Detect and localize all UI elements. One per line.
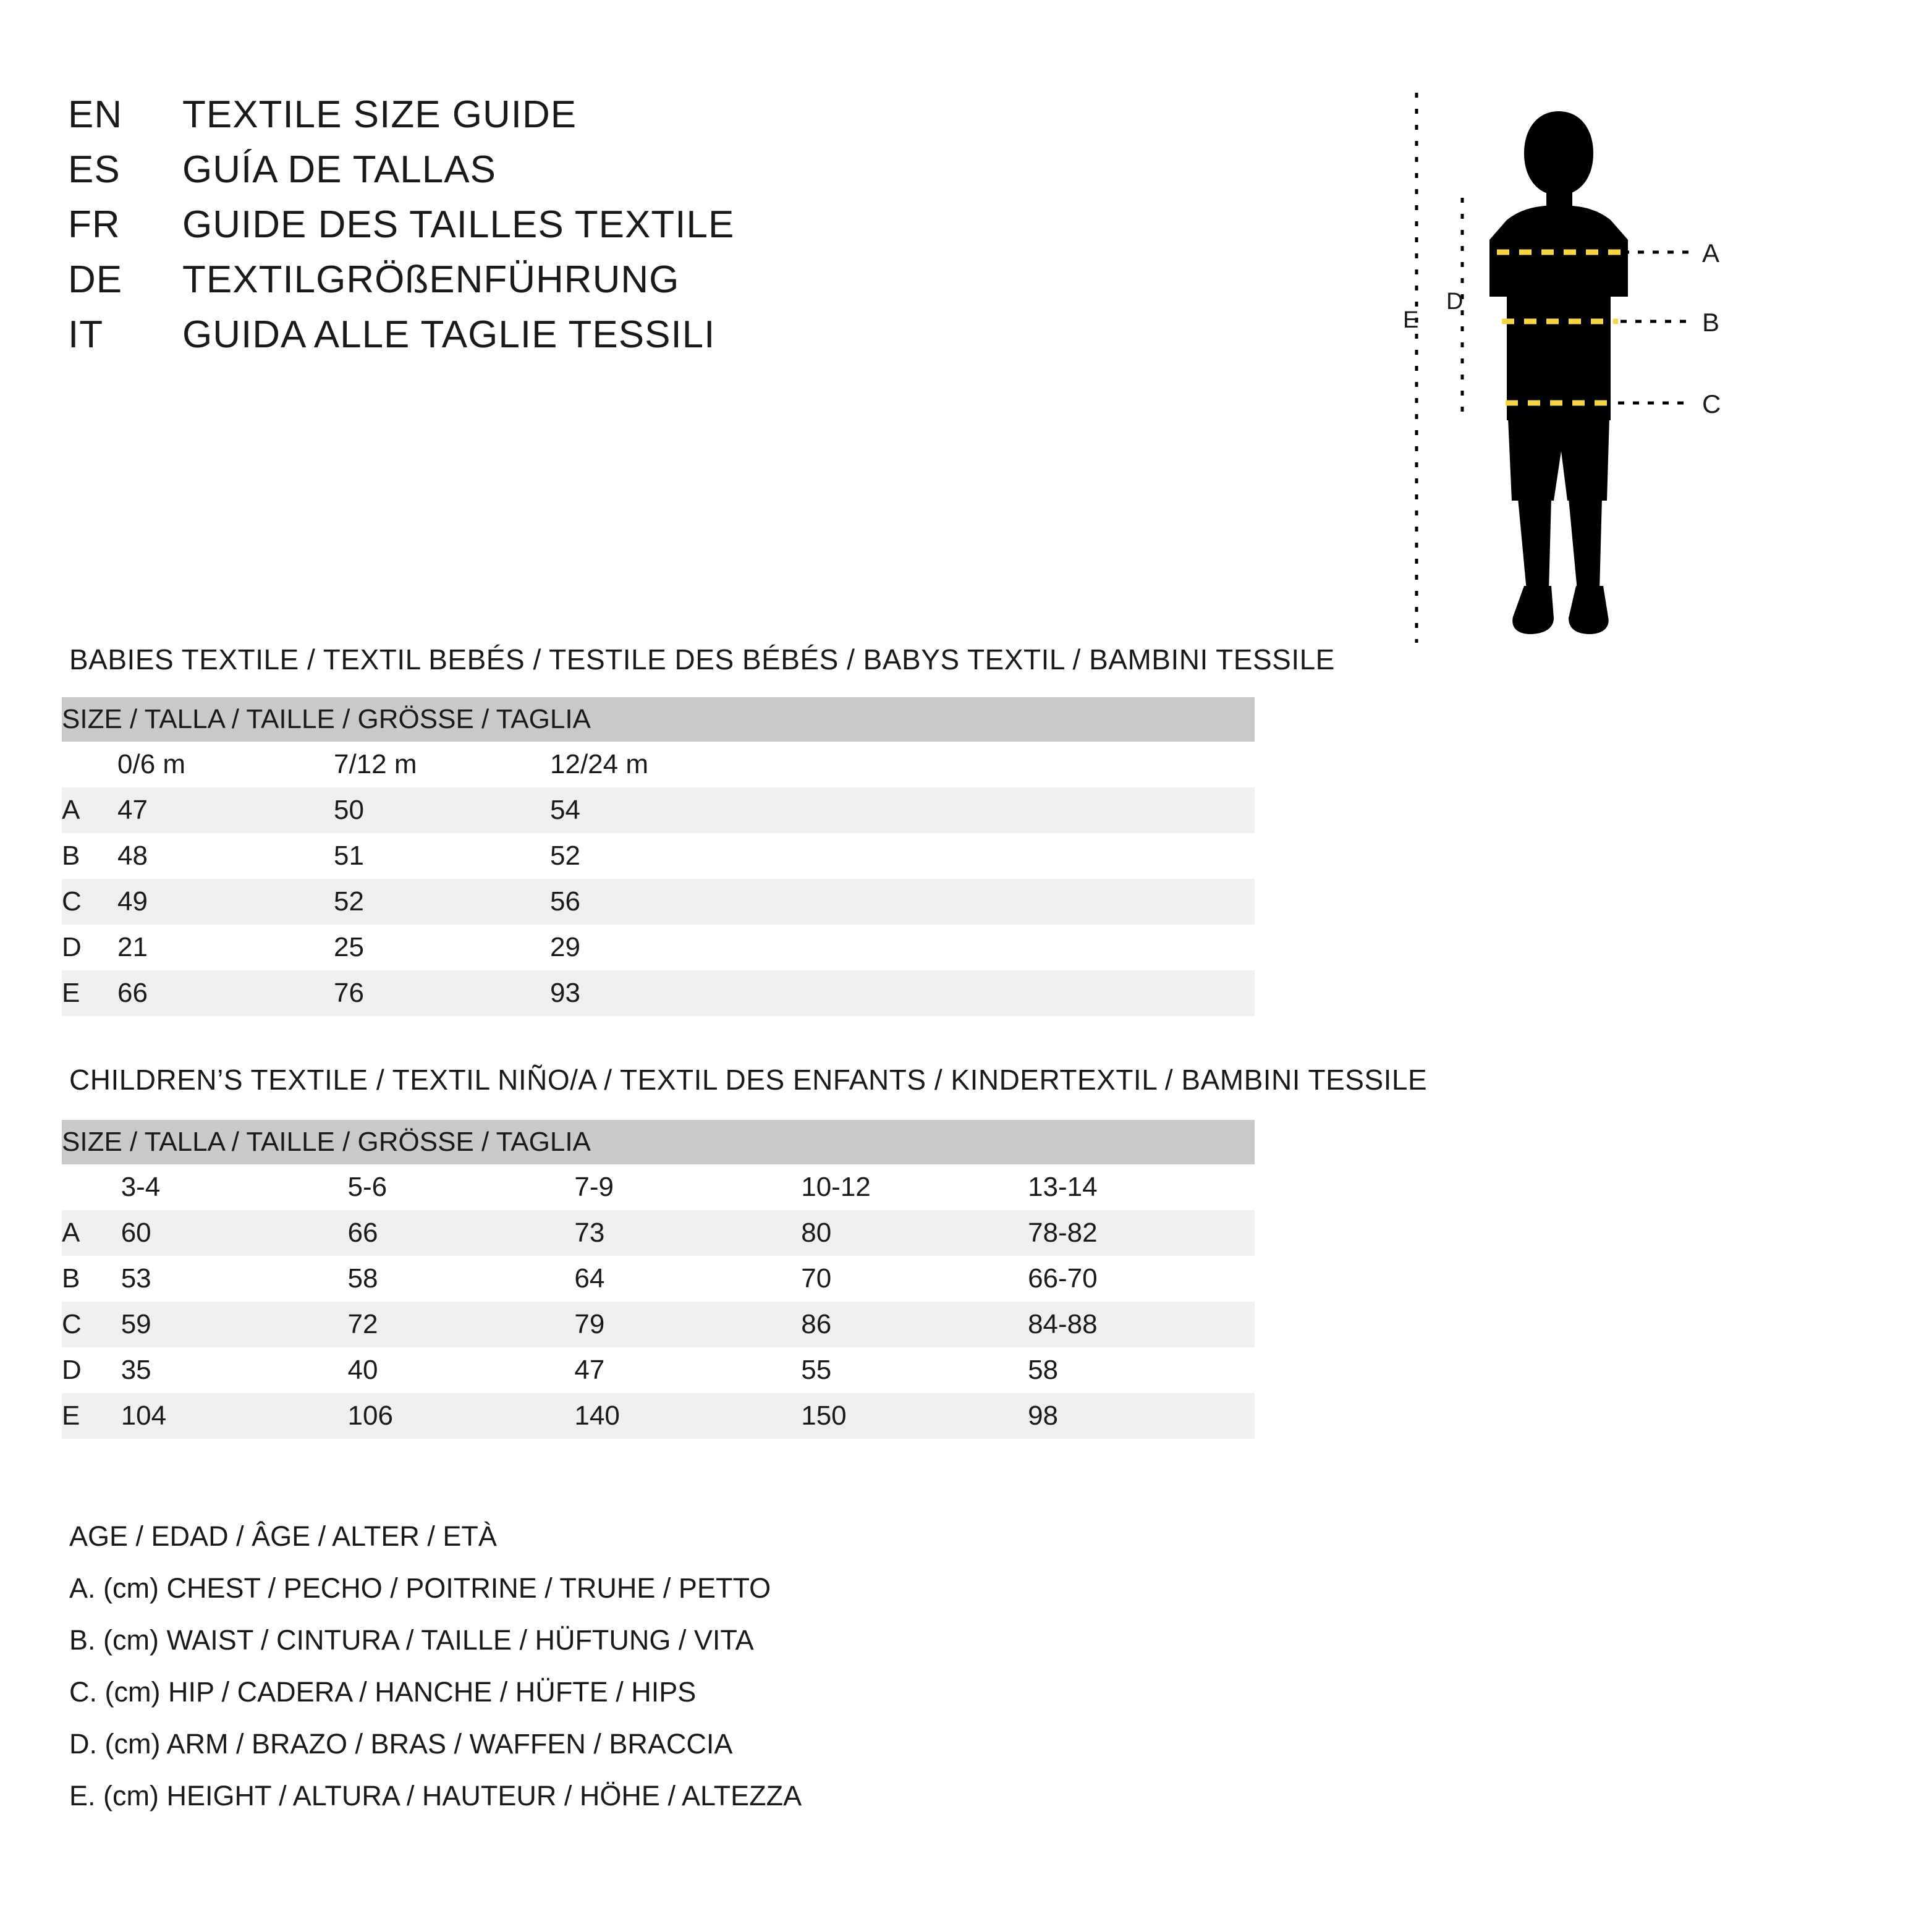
children-cell-a-0: 60 xyxy=(121,1210,348,1256)
children-column-header-row xyxy=(62,1164,1255,1210)
figure-label-a: A xyxy=(1702,239,1720,268)
babies-band-label: SIZE / TALLA / TAILLE / GRÖSSE / TAGLIA xyxy=(62,697,1255,742)
table-row xyxy=(62,833,1255,879)
babies-cell-e-2: 93 xyxy=(550,970,766,1016)
legend-line-c: C. (cm) HIP / CADERA / HANCHE / HÜFTE / HIPS xyxy=(69,1676,697,1708)
children-cell-c-1: 72 xyxy=(348,1302,575,1347)
babies-band-row xyxy=(62,697,1255,742)
legend-block xyxy=(69,1520,1429,1832)
babies-row-label-b: B xyxy=(62,833,117,879)
title-row-es xyxy=(68,148,1242,192)
legend-line-b: B. (cm) WAIST / CINTURA / TAILLE / HÜFTUNG / VITA xyxy=(69,1624,754,1656)
babies-col-1: 7/12 m xyxy=(334,742,550,787)
legend-line-e: E. (cm) HEIGHT / ALTURA / HAUTEUR / HÖHE / ALTEZZA xyxy=(69,1780,802,1811)
children-col-1: 5-6 xyxy=(348,1164,575,1210)
babies-cell-d-1: 25 xyxy=(334,925,550,970)
table-row xyxy=(62,1347,1255,1393)
babies-cell-c-1: 52 xyxy=(334,879,550,925)
children-band-row xyxy=(62,1120,1255,1164)
child-silhouette-icon xyxy=(1489,111,1628,634)
children-cell-e-2: 140 xyxy=(574,1393,801,1439)
title-text-es: GUÍA DE TALLAS xyxy=(182,148,496,191)
table-row xyxy=(62,1210,1255,1256)
title-lang-de: DE xyxy=(68,258,123,301)
children-cell-b-4: 66-70 xyxy=(1028,1256,1255,1302)
children-cell-b-0: 53 xyxy=(121,1256,348,1302)
children-col-0: 3-4 xyxy=(121,1164,348,1210)
children-cell-c-4: 84-88 xyxy=(1028,1302,1255,1347)
children-cell-e-1: 106 xyxy=(348,1393,575,1439)
children-band-label: SIZE / TALLA / TAILLE / GRÖSSE / TAGLIA xyxy=(62,1120,1255,1164)
children-cell-a-3: 80 xyxy=(801,1210,1028,1256)
title-lang-fr: FR xyxy=(68,203,121,246)
legend-title: AGE / EDAD / ÂGE / ALTER / ETÀ xyxy=(69,1520,497,1552)
babies-cell-b-2: 52 xyxy=(550,833,766,879)
children-cell-d-0: 35 xyxy=(121,1347,348,1393)
children-cell-a-1: 66 xyxy=(348,1210,575,1256)
children-cell-e-3: 150 xyxy=(801,1393,1028,1439)
children-cell-d-2: 47 xyxy=(574,1347,801,1393)
children-cell-d-1: 40 xyxy=(348,1347,575,1393)
babies-column-header-row xyxy=(62,742,1255,787)
children-row-label-c: C xyxy=(62,1302,121,1347)
children-section-heading: CHILDREN’S TEXTILE / TEXTIL NIÑO/A / TEXTIL DES ENFANTS / KINDERTEXTIL / BAMBINI TESSILE xyxy=(69,1064,1428,1096)
title-text-fr: GUIDE DES TAILLES TEXTILE xyxy=(182,203,735,246)
children-cell-e-0: 104 xyxy=(121,1393,348,1439)
children-cell-d-4: 58 xyxy=(1028,1347,1255,1393)
children-cell-d-3: 55 xyxy=(801,1347,1028,1393)
table-row xyxy=(62,879,1255,925)
babies-cell-a-0: 47 xyxy=(117,787,334,833)
babies-cell-d-0: 21 xyxy=(117,925,334,970)
children-row-label-a: A xyxy=(62,1210,121,1256)
babies-col-0: 0/6 m xyxy=(117,742,334,787)
babies-corner-cell xyxy=(62,742,117,787)
children-cell-a-2: 73 xyxy=(574,1210,801,1256)
table-row xyxy=(62,970,1255,1016)
figure-label-b: B xyxy=(1702,308,1720,337)
children-row-label-e: E xyxy=(62,1393,121,1439)
children-row-label-d: D xyxy=(62,1347,121,1393)
children-corner-cell xyxy=(62,1164,121,1210)
title-text-it: GUIDA ALLE TAGLIE TESSILI xyxy=(182,313,716,356)
table-row xyxy=(62,787,1255,833)
babies-section-heading: BABIES TEXTILE / TEXTIL BEBÉS / TESTILE DES BÉBÉS / BABYS TEXTIL / BAMBINI TESSILE xyxy=(69,643,1335,676)
children-cell-c-2: 79 xyxy=(574,1302,801,1347)
children-row-label-b: B xyxy=(62,1256,121,1302)
children-cell-b-1: 58 xyxy=(348,1256,575,1302)
children-cell-c-0: 59 xyxy=(121,1302,348,1347)
table-row xyxy=(62,1256,1255,1302)
title-text-en: TEXTILE SIZE GUIDE xyxy=(182,93,577,136)
title-row-en xyxy=(68,93,1242,137)
babies-size-table xyxy=(62,697,1255,1016)
babies-cell-b-0: 48 xyxy=(117,833,334,879)
legend-line-a: A. (cm) CHEST / PECHO / POITRINE / TRUHE / PETTO xyxy=(69,1572,771,1604)
title-row-fr xyxy=(68,203,1242,247)
children-cell-b-2: 64 xyxy=(574,1256,801,1302)
figure-label-d: D xyxy=(1446,289,1464,315)
babies-row-label-d: D xyxy=(62,925,117,970)
legend-line-d: D. (cm) ARM / BRAZO / BRAS / WAFFEN / BRACCIA xyxy=(69,1728,733,1760)
children-cell-a-4: 78-82 xyxy=(1028,1210,1255,1256)
figure-label-e: E xyxy=(1403,307,1419,333)
babies-row-label-e: E xyxy=(62,970,117,1016)
children-col-2: 7-9 xyxy=(574,1164,801,1210)
babies-cell-c-2: 56 xyxy=(550,879,766,925)
title-lang-en: EN xyxy=(68,93,123,136)
babies-cell-d-2: 29 xyxy=(550,925,766,970)
babies-cell-e-0: 66 xyxy=(117,970,334,1016)
title-row-it xyxy=(68,313,1242,357)
children-size-table xyxy=(62,1120,1255,1439)
children-col-3: 10-12 xyxy=(801,1164,1028,1210)
children-cell-c-3: 86 xyxy=(801,1302,1028,1347)
table-row xyxy=(62,1302,1255,1347)
title-block xyxy=(68,93,1242,368)
title-text-de: TEXTILGRÖßENFÜHRUNG xyxy=(182,258,680,301)
babies-cell-b-1: 51 xyxy=(334,833,550,879)
babies-cell-a-2: 54 xyxy=(550,787,766,833)
children-cell-e-4: 98 xyxy=(1028,1393,1255,1439)
title-lang-es: ES xyxy=(68,148,121,191)
babies-row-label-c: C xyxy=(62,879,117,925)
babies-cell-e-1: 76 xyxy=(334,970,550,1016)
babies-cell-c-0: 49 xyxy=(117,879,334,925)
title-lang-it: IT xyxy=(68,313,104,356)
babies-cell-a-1: 50 xyxy=(334,787,550,833)
children-cell-b-3: 70 xyxy=(801,1256,1028,1302)
title-row-de xyxy=(68,258,1242,302)
table-row xyxy=(62,925,1255,970)
babies-col-2: 12/24 m xyxy=(550,742,766,787)
children-col-4: 13-14 xyxy=(1028,1164,1255,1210)
measurement-figure xyxy=(1403,74,1873,773)
babies-row-label-a: A xyxy=(62,787,117,833)
table-row xyxy=(62,1393,1255,1439)
figure-label-c: C xyxy=(1702,389,1721,418)
